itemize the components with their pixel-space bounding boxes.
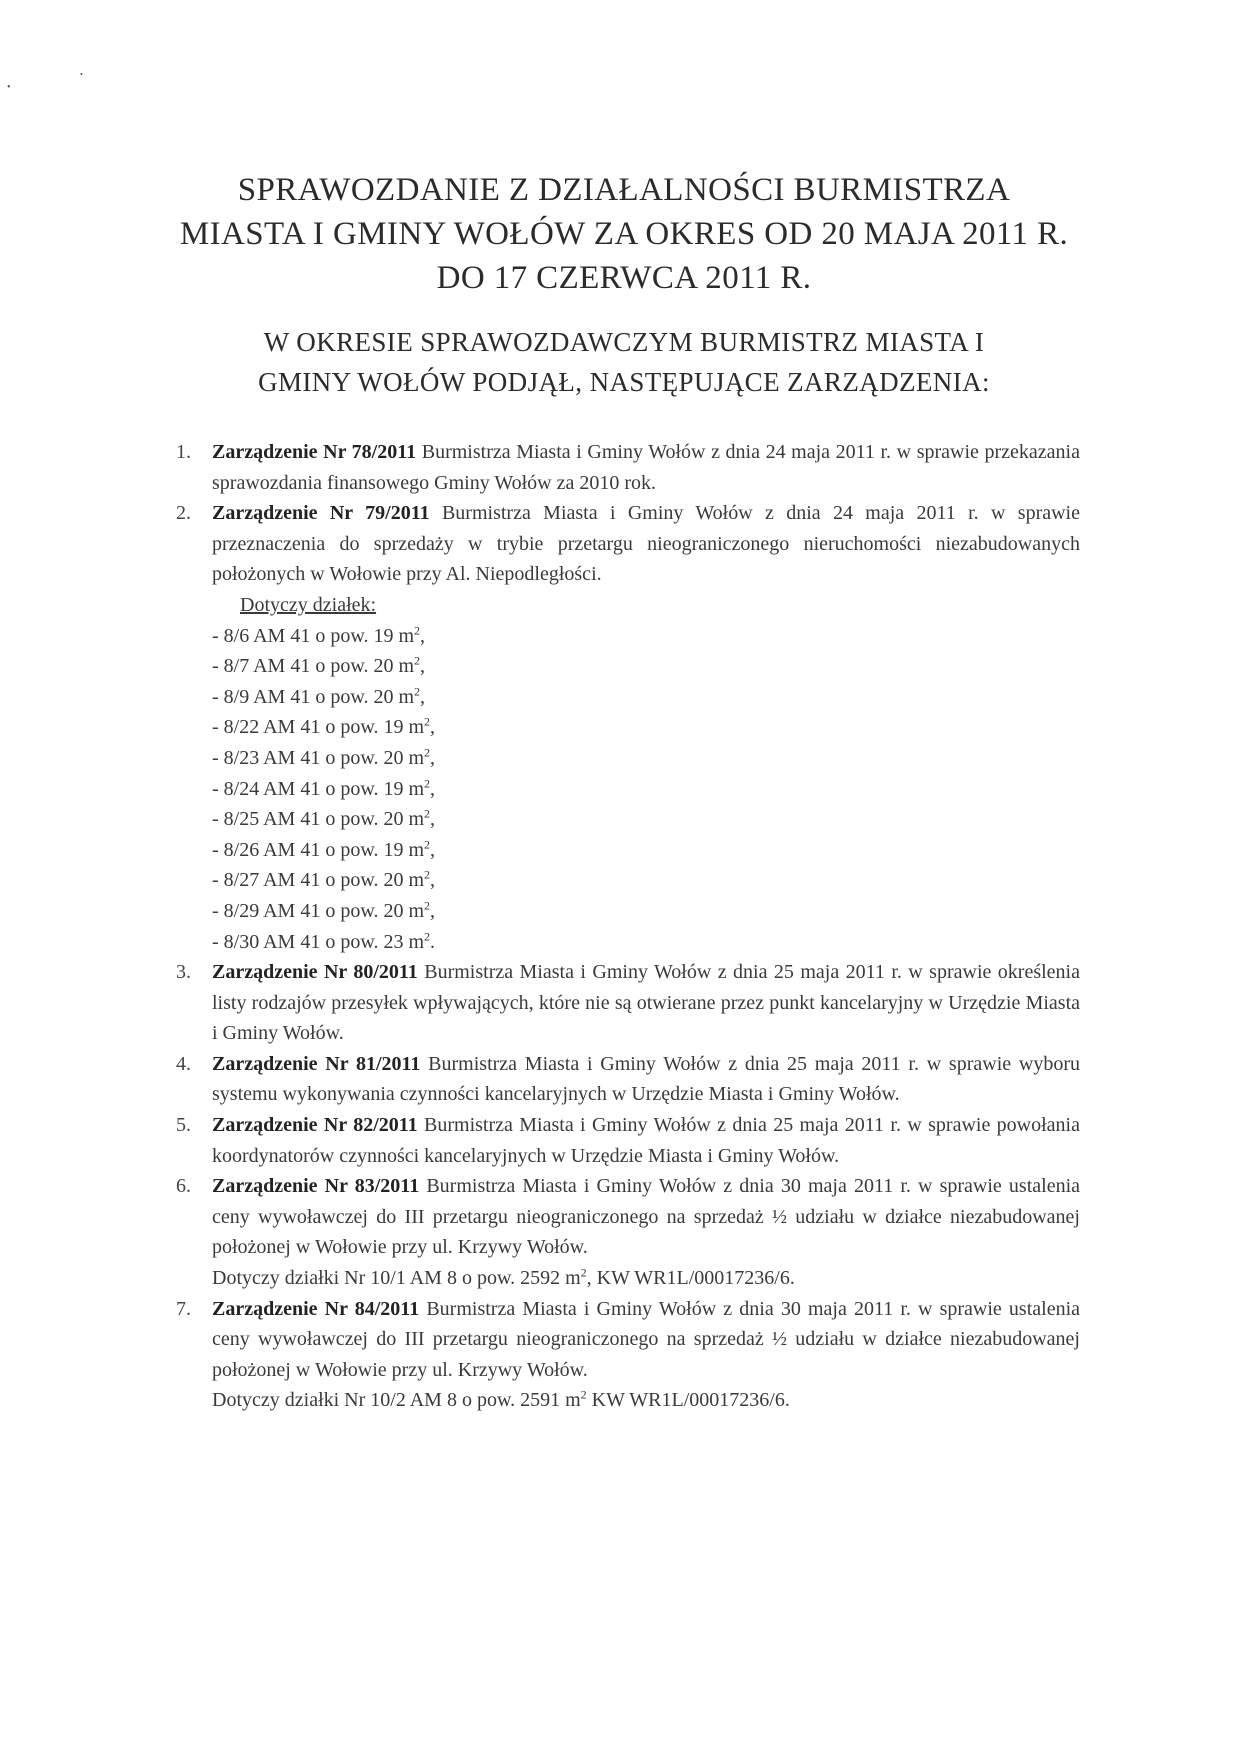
plot-end: , <box>430 777 436 800</box>
order-description: Burmistrza Miasta i Gminy Wołów z dnia 24 maja 2011 r. w sprawie przekazania sprawozdania finansowego Gminy Wołów za 2010 rok. <box>212 441 1080 494</box>
plot-sup: 2 <box>424 806 431 821</box>
order-item <box>172 1049 1080 1110</box>
order-description: Burmistrza Miasta i Gminy Wołów z dnia 25 maja 2011 r. w sprawie wyboru systemu wykonywania czynności kancelaryjnych w Urzędzie Miasta i Gminy Wołów. <box>212 1052 1080 1106</box>
order-item <box>172 957 1080 1049</box>
plot-item <box>212 865 1080 896</box>
order-title: Zarządzenie Nr 78/2011 <box>212 441 417 463</box>
plot-item <box>212 712 1080 743</box>
order-text <box>212 1171 1080 1263</box>
document-title <box>0 168 1248 300</box>
plot-text: - 8/23 AM 41 o pow. 20 m <box>212 746 425 769</box>
plot-end: , <box>430 746 436 769</box>
plot-sup: 2 <box>414 684 421 699</box>
plot-end: . <box>430 930 436 953</box>
plot-sup: 2 <box>424 775 431 790</box>
plot-item <box>212 621 1080 652</box>
order-number: 2. <box>176 502 191 525</box>
plot-text: - 8/27 AM 41 o pow. 20 m <box>212 869 425 892</box>
plot-text: - 8/22 AM 41 o pow. 19 m <box>212 716 425 739</box>
plot-detail <box>212 1263 1080 1294</box>
detail-text: Dotyczy działki Nr 10/2 AM 8 o pow. 2591 m <box>212 1389 581 1412</box>
title-line: DO 17 CZERWCA 2011 R. <box>436 260 812 296</box>
order-title: Zarządzenie Nr 80/2011 <box>212 961 418 984</box>
order-text <box>212 1110 1080 1171</box>
plot-end: , <box>420 655 426 678</box>
plot-item <box>212 682 1080 713</box>
order-title: Zarządzenie Nr 84/2011 <box>212 1297 420 1320</box>
order-text <box>212 437 1080 498</box>
detail-end: , KW WR1L/00017236/6. <box>586 1267 795 1290</box>
order-item <box>172 1294 1080 1416</box>
order-description: Burmistrza Miasta i Gminy Wołów z dnia 25 maja 2011 r. w sprawie powołania koordynatorów czynności kancelaryjnych w Urzędzie Miasta i Gminy Wołów. <box>212 1114 1080 1167</box>
detail-sup: 2 <box>580 1387 587 1402</box>
plots-header: Dotyczy działek: <box>240 593 377 616</box>
plot-sup: 2 <box>424 837 431 852</box>
plot-end: , <box>430 716 436 739</box>
order-title: Zarządzenie Nr 81/2011 <box>212 1052 421 1075</box>
plot-item <box>212 927 1080 958</box>
plot-text: - 8/25 AM 41 o pow. 20 m <box>212 808 425 831</box>
plot-item <box>212 835 1080 866</box>
detail-text: Dotyczy działki Nr 10/1 AM 8 o pow. 2592 m <box>212 1267 581 1290</box>
plot-sup: 2 <box>424 928 431 943</box>
order-description: Burmistrza Miasta i Gminy Wołów z dnia 24 maja 2011 r. w sprawie przeznaczenia do sprzedaży w trybie przetargu nieograniczonego nieruchomości niezabudowanych położonych w Wołowie przy Al. Niepodległości. <box>212 502 1080 586</box>
subtitle-line: GMINY WOŁÓW PODJĄŁ, NASTĘPUJĄCE ZARZĄDZENIA: <box>258 367 990 397</box>
plot-sup: 2 <box>424 898 431 913</box>
order-item <box>172 498 1080 957</box>
plot-sup: 2 <box>414 622 421 637</box>
plot-item <box>212 774 1080 805</box>
order-title: Zarządzenie Nr 82/2011 <box>212 1114 418 1137</box>
order-item <box>172 1171 1080 1293</box>
order-text <box>212 957 1080 1049</box>
plot-detail <box>212 1385 1080 1416</box>
plot-end: , <box>430 838 436 861</box>
plot-list <box>212 621 1080 958</box>
plot-item <box>212 896 1080 927</box>
plot-text: - 8/26 AM 41 o pow. 19 m <box>212 838 425 861</box>
plot-sup: 2 <box>424 714 431 729</box>
plot-sup: 2 <box>424 745 431 760</box>
detail-sup: 2 <box>580 1265 587 1280</box>
plot-item <box>212 804 1080 835</box>
order-number: 6. <box>176 1175 191 1198</box>
plot-item <box>212 743 1080 774</box>
plot-end: , <box>420 685 426 708</box>
order-number: 1. <box>176 441 191 463</box>
order-text <box>212 1049 1080 1110</box>
order-text <box>212 1294 1080 1386</box>
plot-end: , <box>420 624 426 647</box>
plot-text: - 8/24 AM 41 o pow. 19 m <box>212 777 425 800</box>
order-item <box>172 1110 1080 1171</box>
scan-speck: • <box>80 70 83 79</box>
title-line: SPRAWOZDANIE Z DZIAŁALNOŚCI BURMISTRZA <box>237 172 1011 208</box>
detail-end: KW WR1L/00017236/6. <box>586 1389 790 1412</box>
order-number: 3. <box>176 961 191 984</box>
plot-text: - 8/29 AM 41 o pow. 20 m <box>212 899 425 922</box>
orders-list <box>172 437 1080 1416</box>
order-description: Burmistrza Miasta i Gminy Wołów z dnia 30 maja 2011 r. w sprawie ustalenia ceny wywoławczej do III przetargu nieograniczonego na sprzedaż ½ udziału w działce niezabudowanej położonej w Wołowie przy ul. Krzywy Wołów. <box>212 1297 1080 1381</box>
plot-end: , <box>430 808 436 831</box>
plot-text: - 8/6 AM 41 o pow. 19 m <box>212 624 415 647</box>
plot-item <box>212 651 1080 682</box>
order-item <box>172 437 1080 498</box>
plot-text: - 8/30 AM 41 o pow. 23 m <box>212 930 425 953</box>
document-subtitle <box>0 322 1248 402</box>
plot-end: , <box>430 869 436 892</box>
order-number: 4. <box>176 1052 191 1075</box>
order-description: Burmistrza Miasta i Gminy Wołów z dnia 25 maja 2011 r. w sprawie określenia listy rodzajów przesyłek wpływających, które nie są otwierane przez punkt kancelaryjny w Urzędzie Miasta i Gminy Wołów. <box>212 961 1080 1045</box>
plot-end: , <box>430 899 436 922</box>
plot-sup: 2 <box>424 867 431 882</box>
order-text <box>212 498 1080 590</box>
plot-text: - 8/7 AM 41 o pow. 20 m <box>212 655 415 678</box>
subtitle-line: W OKRESIE SPRAWOZDAWCZYM BURMISTRZ MIASTA I <box>263 327 985 357</box>
order-description: Burmistrza Miasta i Gminy Wołów z dnia 30 maja 2011 r. w sprawie ustalenia ceny wywoławczej do III przetargu nieograniczonego na sprzedaż ½ udziału w działce niezabudowanej położonej w Wołowie przy ul. Krzywy Wołów. <box>212 1175 1080 1259</box>
order-number: 5. <box>176 1114 191 1137</box>
plot-sup: 2 <box>414 653 421 668</box>
scan-speck: • <box>7 82 11 93</box>
order-number: 7. <box>176 1297 191 1320</box>
plot-text: - 8/9 AM 41 o pow. 20 m <box>212 685 415 708</box>
order-title: Zarządzenie Nr 83/2011 <box>212 1175 420 1198</box>
order-title: Zarządzenie Nr 79/2011 <box>212 502 430 525</box>
title-line: MIASTA I GMINY WOŁÓW ZA OKRES OD 20 MAJA 2011 R. <box>179 216 1069 252</box>
